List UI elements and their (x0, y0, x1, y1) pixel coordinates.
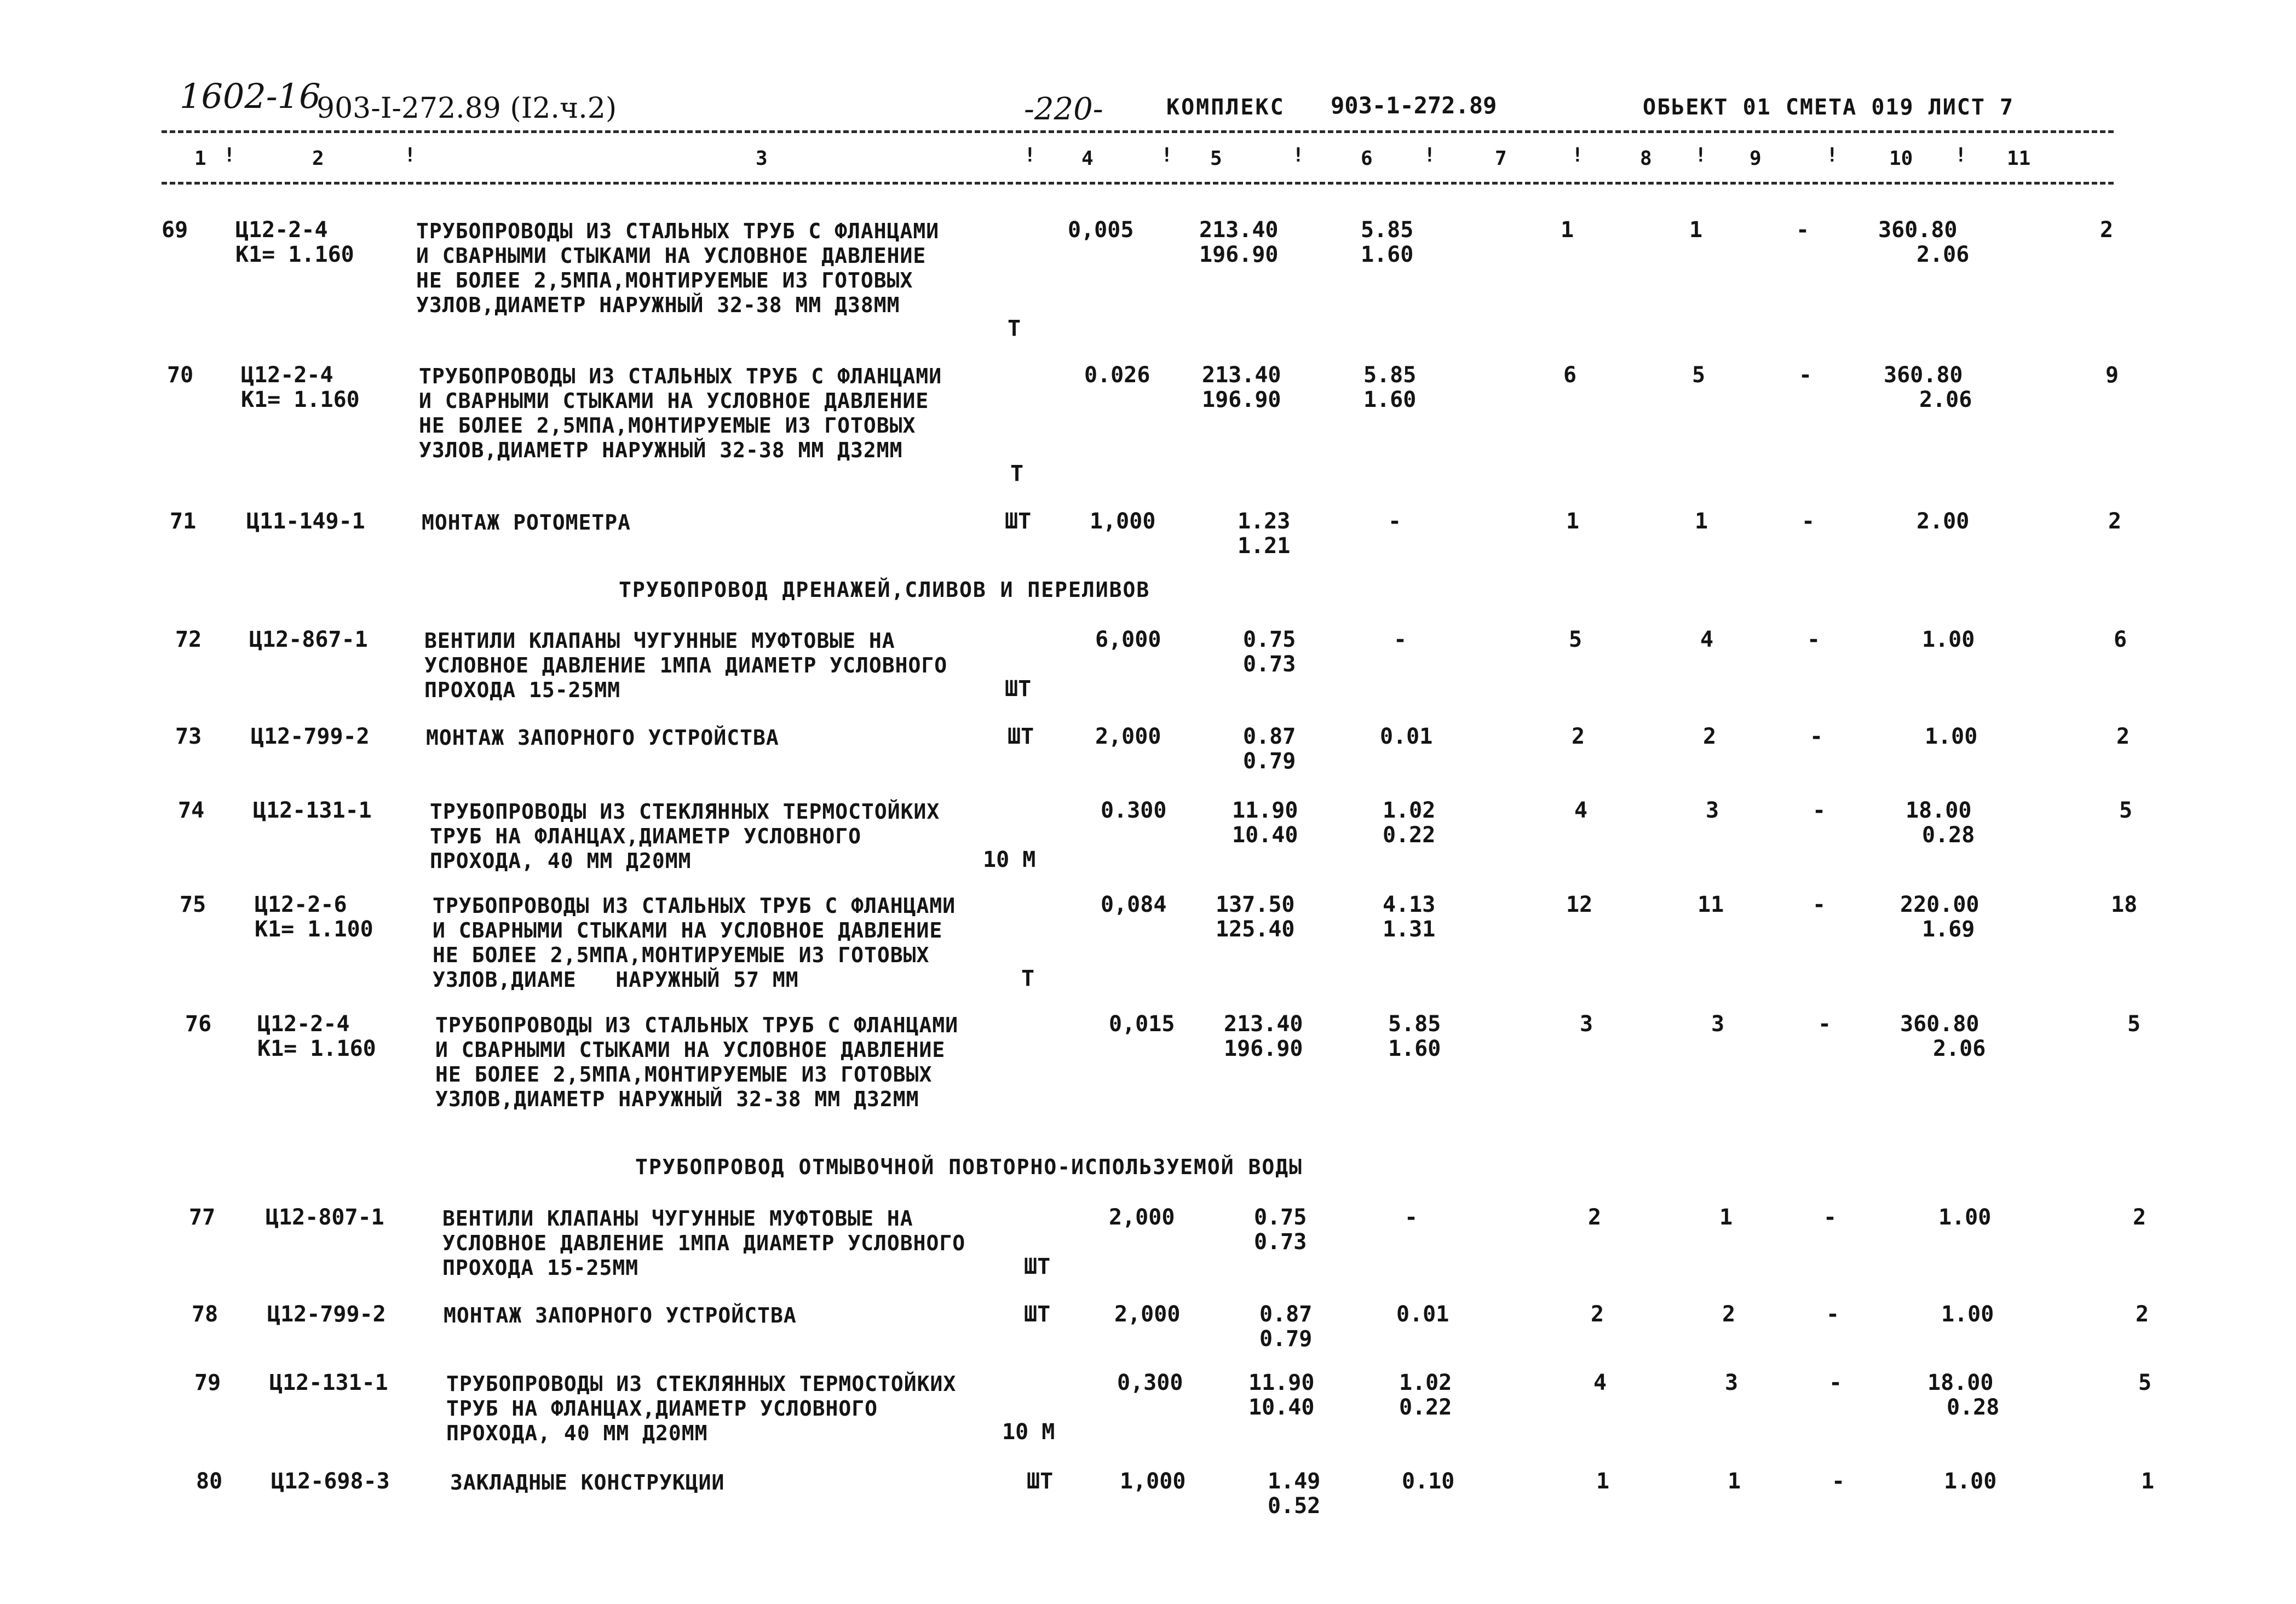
rate-code: Ц12-799-2 (251, 724, 370, 749)
col-8-value: 1 (1596, 1469, 1610, 1494)
col-head-10: 10 (1889, 147, 1913, 170)
col-11-value: 1.00 (1922, 627, 1975, 652)
col-head-8: 8 (1640, 147, 1652, 170)
col-10-value: - (1807, 627, 1821, 652)
machine-wages: 1.60 (1363, 387, 1417, 412)
col-9-value: 3 (1711, 1011, 1725, 1037)
col-11-value: 18.00 (1906, 798, 1972, 823)
rate-code: Ц11-149-1 (246, 509, 365, 534)
col-12-value: 2 (2116, 724, 2130, 749)
rate-code: Ц12-131-1 (269, 1370, 388, 1395)
col-11-value: 360.80 (1878, 217, 1958, 243)
price-total: 0.75 (1254, 1205, 1307, 1230)
work-description (430, 800, 940, 873)
row-number: 71 (170, 509, 197, 534)
col-8-value: 2 (1591, 1302, 1604, 1327)
col-head-1: 1 (194, 147, 206, 170)
machine-cost: 5.85 (1363, 363, 1417, 388)
desc-line: НЕ БОЛЕЕ 2,5МПА,МОНТИРУЕМЫЕ ИЗ ГОТОВЫХ (419, 413, 916, 438)
desc-line: НЕ БОЛЕЕ 2,5МПА,МОНТИРУЕМЫЕ ИЗ ГОТОВЫХ (433, 943, 930, 967)
col-11-sub: 2.06 (1917, 242, 1970, 267)
price-wages: 10.40 (1248, 1395, 1315, 1420)
machine-wages: 0.22 (1399, 1395, 1452, 1420)
desc-line: НЕ БОЛЕЕ 2,5МПА,МОНТИРУЕМЫЕ ИЗ ГОТОВЫХ (416, 268, 913, 292)
row-number: 79 (194, 1370, 221, 1395)
row-number: 74 (178, 798, 205, 823)
rate-code: Ц12-2-4 (241, 363, 333, 388)
quantity: 0.026 (1084, 363, 1150, 388)
col-head-3: 3 (756, 147, 768, 170)
desc-line: ТРУБОПРОВОДЫ ИЗ СТАЛЬНЫХ ТРУБ С ФЛАНЦАМИ (435, 1013, 959, 1037)
desc-line: ВЕНТИЛИ КЛАПАНЫ ЧУГУННЫЕ МУФТОВЫЕ НА (424, 629, 895, 653)
work-description (450, 1470, 724, 1495)
quantity: 2,000 (1109, 1205, 1175, 1230)
col-11-value: 1.00 (1941, 1302, 1994, 1327)
col-10-value: - (1812, 798, 1826, 823)
col-head-5: 5 (1210, 147, 1222, 170)
col-12-value: 2 (2136, 1302, 2149, 1327)
quantity: 0,084 (1101, 892, 1167, 917)
col-10-value: - (1832, 1469, 1845, 1494)
col-11-value: 1.00 (1938, 1205, 1992, 1230)
col-11-value: 1.00 (1944, 1469, 1997, 1494)
col-10-value: - (1796, 217, 1810, 243)
unit: ШТ (1005, 509, 1032, 534)
col-11-value: 360.80 (1900, 1011, 1979, 1037)
machine-cost: 0.10 (1402, 1469, 1455, 1494)
col-head-9: 9 (1750, 147, 1762, 170)
price-wages: 0.79 (1243, 749, 1296, 774)
col-11-sub: 1.69 (1922, 917, 1975, 942)
machine-wages: 0.22 (1383, 823, 1436, 848)
desc-line: УЗЛОВ,ДИАМЕТР НАРУЖНЫЙ 32-38 ММ Д38ММ (416, 293, 900, 317)
row-number: 72 (175, 627, 202, 652)
price-total: 137.50 (1216, 892, 1295, 917)
col-11-sub: 0.28 (1922, 823, 1975, 848)
price-total: 1.23 (1238, 509, 1291, 534)
price-wages: 0.73 (1254, 1229, 1307, 1255)
col-8-value: 1 (1566, 509, 1580, 534)
unit: Т (1008, 316, 1021, 341)
section-heading: ТРУБОПРОВОД ДРЕНАЖЕЙ,СЛИВОВ И ПЕРЕЛИВОВ (619, 578, 1150, 602)
price-total: 11.90 (1248, 1370, 1315, 1395)
desc-line: МОНТАЖ ЗАПОРНОГО УСТРОЙСТВА (426, 726, 779, 750)
col-10-value: - (1823, 1205, 1837, 1230)
col-12-value: 9 (2105, 363, 2119, 388)
col-10-value: - (1826, 1302, 1840, 1327)
col-9-value: 2 (1722, 1302, 1736, 1327)
unit: 10 М (1002, 1419, 1055, 1445)
col-10-value: - (1802, 509, 1815, 534)
col-12-value: 1 (2141, 1469, 2155, 1494)
price-total: 11.90 (1232, 798, 1298, 823)
col-11-sub: 2.06 (1933, 1036, 1986, 1061)
quantity: 6,000 (1095, 627, 1161, 652)
col-9-value: 1 (1719, 1205, 1733, 1230)
price-wages: 0.73 (1243, 652, 1296, 677)
desc-line: УЗЛОВ,ДИАМЕ НАРУЖНЫЙ 57 ММ (433, 968, 799, 992)
quantity: 0,300 (1117, 1370, 1183, 1395)
quantity: 0,005 (1068, 217, 1134, 243)
quantity: 0.300 (1101, 798, 1167, 823)
col-8-value: 6 (1563, 363, 1577, 388)
complex-label: КОМПЛЕКС (1166, 95, 1285, 120)
col-8-value: 4 (1593, 1370, 1607, 1395)
desc-line: ПРОХОДА, 40 ММ Д20ММ (430, 849, 692, 873)
work-description (433, 894, 956, 992)
quantity: 2,000 (1114, 1302, 1181, 1327)
coefficient: К1= 1.160 (241, 387, 360, 412)
work-description (435, 1013, 958, 1112)
col-9-value: 1 (1695, 509, 1708, 534)
object-sheet-info: ОБЬЕКТ 01 СМЕТА 019 ЛИСТ 7 (1643, 95, 2015, 120)
col-9-value: 1 (1689, 217, 1703, 243)
desc-line: ПРОХОДА 15-25ММ (442, 1256, 639, 1280)
machine-cost: 4.13 (1383, 892, 1436, 917)
machine-cost: 5.85 (1361, 217, 1414, 243)
price-total: 213.40 (1202, 363, 1281, 388)
coefficient: К1= 1.160 (235, 242, 354, 267)
price-wages: 10.40 (1232, 823, 1298, 848)
rate-code: Ц12-131-1 (253, 798, 372, 823)
desc-line: УСЛОВНОЕ ДАВЛЕНИЕ 1МПА ДИАМЕТР УСЛОВНОГО (424, 653, 948, 677)
handwritten-doc-mark: 1602-16 (180, 76, 321, 116)
work-description (424, 629, 947, 703)
col-divider: ! (1292, 144, 1304, 166)
col-10-value: - (1812, 892, 1826, 917)
desc-line: ТРУБ НА ФЛАНЦАХ,ДИАМЕТР УСЛОВНОГО (430, 824, 861, 848)
col-11-value: 360.80 (1884, 363, 1963, 388)
desc-line: ЗАКЛАДНЫЕ КОНСТРУКЦИИ (450, 1470, 725, 1494)
col-12-value: 5 (2119, 798, 2133, 823)
price-total: 213.40 (1199, 217, 1279, 243)
col-12-value: 18 (2111, 892, 2138, 917)
desc-line: ТРУБОПРОВОДЫ ИЗ СТАЛЬНЫХ ТРУБ С ФЛАНЦАМИ (419, 364, 942, 388)
price-total: 1.49 (1268, 1469, 1321, 1494)
desc-line: МОНТАЖ РОТОМЕТРА (422, 510, 631, 534)
header-rule-bottom (162, 182, 2114, 185)
unit: ШТ (1005, 676, 1032, 702)
col-9-value: 3 (1706, 798, 1719, 823)
price-total: 0.75 (1243, 627, 1296, 652)
col-divider: ! (1424, 144, 1436, 166)
page-number: -220- (1024, 91, 1103, 127)
machine-cost: 0.01 (1380, 724, 1433, 749)
desc-line: УЗЛОВ,ДИАМЕТР НАРУЖНЫЙ 32-38 ММ Д32ММ (419, 438, 903, 462)
unit: ШТ (1008, 724, 1034, 749)
rate-code: Ц12-807-1 (266, 1205, 384, 1230)
col-8-value: 5 (1569, 627, 1583, 652)
coefficient: К1= 1.160 (257, 1036, 376, 1061)
machine-cost: - (1388, 509, 1402, 534)
col-head-2: 2 (312, 147, 324, 170)
desc-line: ВЕНТИЛИ КЛАПАНЫ ЧУГУННЫЕ МУФТОВЫЕ НА (442, 1206, 913, 1231)
row-number: 70 (167, 363, 194, 388)
machine-cost: 5.85 (1388, 1011, 1441, 1037)
col-10-value: - (1799, 363, 1812, 388)
col-8-value: 2 (1572, 724, 1585, 749)
header-rule-top (162, 130, 2114, 133)
table-row (0, 1469, 2296, 1519)
row-number: 76 (185, 1011, 212, 1037)
col-11-sub: 2.06 (1919, 387, 1972, 412)
rate-code: Ц12-698-3 (271, 1469, 390, 1494)
col-9-value: 5 (1692, 363, 1706, 388)
unit: Т (1010, 461, 1024, 486)
col-10-value: - (1810, 724, 1823, 749)
desc-line: И СВАРНЫМИ СТЫКАМИ НА УСЛОВНОЕ ДАВЛЕНИЕ (435, 1038, 946, 1062)
machine-cost: - (1405, 1205, 1418, 1230)
col-8-value: 3 (1580, 1011, 1593, 1037)
desc-line: ТРУБОПРОВОДЫ ИЗ СТЕКЛЯННЫХ ТЕРМОСТОЙКИХ (446, 1372, 957, 1396)
col-8-value: 4 (1574, 798, 1588, 823)
section-heading: ТРУБОПРОВОД ОТМЫВОЧНОЙ ПОВТОРНО-ИСПОЛЬЗУЕМОЙ ВОДЫ (635, 1155, 1303, 1179)
machine-wages: 1.31 (1383, 917, 1436, 942)
col-divider: ! (1695, 144, 1707, 166)
col-divider: ! (1826, 144, 1838, 166)
machine-wages: 1.60 (1388, 1036, 1441, 1061)
coefficient: К1= 1.100 (255, 917, 373, 942)
col-11-value: 220.00 (1900, 892, 1979, 917)
col-8-value: 12 (1566, 892, 1593, 917)
machine-wages: 1.60 (1361, 242, 1414, 267)
desc-line: МОНТАЖ ЗАПОРНОГО УСТРОЙСТВА (444, 1303, 797, 1327)
work-description (426, 726, 779, 750)
col-11-value: 2.00 (1917, 509, 1970, 534)
rate-code: Ц12-867-1 (249, 627, 368, 652)
rate-code: Ц12-2-4 (257, 1011, 350, 1037)
price-total: 0.87 (1243, 724, 1296, 749)
col-9-value: 1 (1728, 1469, 1741, 1494)
col-10-value: - (1829, 1370, 1843, 1395)
col-9-value: 4 (1700, 627, 1714, 652)
table-row (0, 1205, 2296, 1280)
col-11-value: 1.00 (1925, 724, 1978, 749)
table-row (0, 509, 2296, 559)
machine-cost: 1.02 (1399, 1370, 1452, 1395)
unit: 10 М (983, 847, 1036, 872)
machine-cost: 1.02 (1383, 798, 1436, 823)
price-wages: 1.21 (1238, 533, 1291, 559)
col-head-7: 7 (1495, 147, 1507, 170)
table-row (0, 1011, 2296, 1111)
col-8-value: 1 (1561, 217, 1574, 243)
col-11-sub: 0.28 (1947, 1395, 2000, 1420)
row-number: 78 (192, 1302, 218, 1327)
col-12-value: 5 (2127, 1011, 2141, 1037)
unit: ШТ (1024, 1254, 1051, 1279)
desc-line: УСЛОВНОЕ ДАВЛЕНИЕ 1МПА ДИАМЕТР УСЛОВНОГО (442, 1231, 966, 1255)
machine-cost: 0.01 (1396, 1302, 1449, 1327)
work-description (442, 1206, 965, 1280)
quantity: 0,015 (1109, 1011, 1175, 1037)
unit: ШТ (1024, 1302, 1051, 1327)
col-head-4: 4 (1081, 147, 1094, 170)
col-9-value: 3 (1725, 1370, 1739, 1395)
quantity: 1,000 (1090, 509, 1156, 534)
price-wages: 196.90 (1199, 242, 1279, 267)
unit: ШТ (1027, 1469, 1054, 1494)
desc-line: ТРУБОПРОВОДЫ ИЗ СТАЛЬНЫХ ТРУБ С ФЛАНЦАМИ (433, 894, 956, 918)
table-row (0, 1302, 2296, 1352)
col-divider: ! (223, 144, 235, 166)
quantity: 1,000 (1120, 1469, 1186, 1494)
row-number: 77 (189, 1205, 216, 1230)
quantity: 2,000 (1095, 724, 1161, 749)
desc-line: ПРОХОДА, 40 ММ Д20ММ (446, 1421, 708, 1445)
work-description (444, 1303, 797, 1328)
col-9-value: 2 (1703, 724, 1717, 749)
col-head-6: 6 (1361, 147, 1373, 170)
col-12-value: 2 (2133, 1205, 2147, 1230)
desc-line: ТРУБОПРОВОДЫ ИЗ СТАЛЬНЫХ ТРУБ С ФЛАНЦАМИ (416, 219, 940, 243)
rate-code: Ц12-2-4 (235, 217, 328, 243)
project-code: 903-I-272.89 (I2.ч.2) (317, 92, 617, 125)
table-row (0, 217, 2296, 341)
row-number: 73 (175, 724, 202, 749)
desc-line: ТРУБОПРОВОДЫ ИЗ СТЕКЛЯННЫХ ТЕРМОСТОЙКИХ (430, 800, 940, 824)
work-description (416, 219, 939, 318)
desc-line: НЕ БОЛЕЕ 2,5МПА,МОНТИРУЕМЫЕ ИЗ ГОТОВЫХ (435, 1062, 933, 1086)
col-divider: ! (1572, 144, 1584, 166)
price-wages: 125.40 (1216, 917, 1295, 942)
col-divider: ! (1161, 144, 1173, 166)
desc-line: И СВАРНЫМИ СТЫКАМИ НА УСЛОВНОЕ ДАВЛЕНИЕ (416, 244, 927, 268)
row-number: 75 (180, 892, 206, 917)
work-description (446, 1372, 956, 1446)
rate-code: Ц12-2-6 (255, 892, 347, 917)
machine-cost: - (1394, 627, 1407, 652)
desc-line: ТРУБ НА ФЛАНЦАХ,ДИАМЕТР УСЛОВНОГО (446, 1396, 878, 1421)
col-8-value: 2 (1588, 1205, 1602, 1230)
desc-line: И СВАРНЫМИ СТЫКАМИ НА УСЛОВНОЕ ДАВЛЕНИЕ (433, 918, 943, 942)
price-wages: 0.52 (1268, 1493, 1321, 1519)
unit: Т (1021, 966, 1035, 991)
desc-line: И СВАРНЫМИ СТЫКАМИ НА УСЛОВНОЕ ДАВЛЕНИЕ (419, 389, 929, 413)
col-12-value: 2 (2100, 217, 2114, 243)
price-total: 213.40 (1224, 1011, 1303, 1037)
desc-line: ПРОХОДА 15-25ММ (424, 678, 621, 702)
work-description (422, 510, 631, 535)
rate-code: Ц12-799-2 (267, 1302, 386, 1327)
col-divider: ! (404, 144, 416, 166)
price-wages: 196.90 (1224, 1036, 1303, 1061)
row-number: 69 (162, 217, 188, 243)
price-wages: 196.90 (1202, 387, 1281, 412)
table-row (0, 363, 2296, 486)
col-head-11: 11 (2007, 147, 2031, 170)
work-description (419, 364, 942, 463)
col-12-value: 2 (2108, 509, 2122, 534)
row-number: 80 (196, 1469, 223, 1494)
col-10-value: - (1818, 1011, 1832, 1037)
desc-line: УЗЛОВ,ДИАМЕТР НАРУЖНЫЙ 32-38 ММ Д32ММ (435, 1087, 919, 1111)
complex-code: 903-1-272.89 (1331, 92, 1497, 119)
price-total: 0.87 (1259, 1302, 1313, 1327)
price-wages: 0.79 (1259, 1326, 1313, 1352)
col-11-value: 18.00 (1927, 1370, 1994, 1395)
col-12-value: 5 (2138, 1370, 2152, 1395)
col-divider: ! (1955, 144, 1967, 166)
col-12-value: 6 (2114, 627, 2127, 652)
col-9-value: 11 (1697, 892, 1724, 917)
col-divider: ! (1024, 144, 1036, 166)
